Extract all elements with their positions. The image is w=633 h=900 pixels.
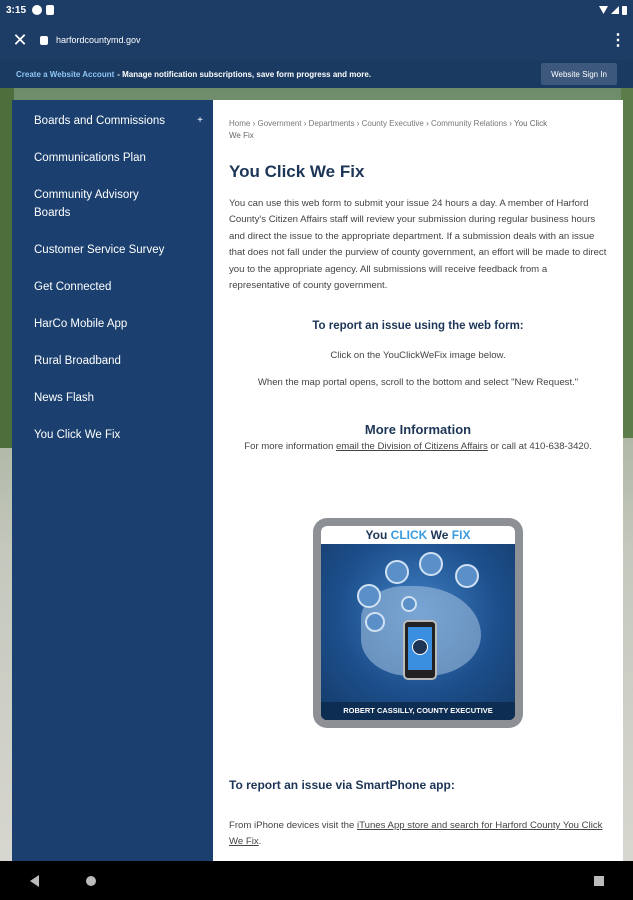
sidebar-item-customer-service-survey[interactable] — [12, 241, 213, 259]
image-caption: ROBERT CASSILLY, COUNTY EXECUTIVE — [321, 702, 515, 720]
image-title — [321, 526, 515, 544]
sidebar-item-label: Customer Service Survey — [34, 244, 165, 256]
worker-icon — [385, 560, 409, 584]
image-title-you: You — [365, 528, 391, 542]
overflow-menu-icon[interactable]: ⋮ — [610, 32, 626, 49]
image-title-fix: FIX — [451, 528, 471, 542]
page-title: You Click We Fix — [229, 162, 365, 181]
status-bar — [0, 0, 633, 20]
sidebar-item-label: HarCo Mobile App — [34, 318, 128, 330]
back-icon[interactable] — [30, 875, 39, 887]
account-description: - Manage notification subscriptions, save form progress and more. — [117, 69, 372, 79]
expand-icon[interactable]: + — [197, 115, 203, 126]
image-graphic — [321, 526, 515, 720]
sidebar-item-label: Get Connected — [34, 281, 112, 293]
sidebar-item-get-connected[interactable] — [12, 278, 213, 296]
smart-prefix: From iPhone devices visit the — [229, 820, 357, 831]
breadcrumb-community-relations[interactable]: Community Relations — [431, 119, 508, 128]
you-click-we-fix-image[interactable] — [313, 518, 523, 728]
signal-icon — [611, 6, 619, 14]
sidebar-item-label: Rural Broadband — [34, 355, 121, 367]
more-info-prefix: For more information — [244, 441, 336, 453]
smartphone-app-heading: To report an issue via SmartPhone app: — [229, 778, 455, 792]
county-seal-icon — [412, 639, 428, 655]
web-form-heading: To report an issue using the web form: — [312, 320, 524, 333]
main-content — [213, 100, 623, 861]
breadcrumb-current: You Click We Fix — [229, 119, 548, 140]
sidebar-item-community-advisory-boards[interactable] — [12, 186, 162, 222]
more-info-suffix: or call at 410-638-3420. — [487, 441, 592, 453]
website-sign-in-button[interactable]: Website Sign In — [541, 63, 617, 85]
sidebar-item-communications-plan[interactable] — [12, 149, 213, 167]
smartphone-app-text — [229, 818, 607, 850]
breadcrumb-government[interactable]: Government — [257, 119, 302, 128]
notification-icon — [32, 5, 42, 15]
sidebar-item-label: You Click We Fix — [34, 429, 121, 441]
click-instruction: Click on the YouClickWeFix image below. — [330, 350, 506, 362]
sidebar-item-rural-broadband[interactable] — [12, 352, 213, 370]
sidebar-item-boards-and-commissions[interactable] — [12, 112, 213, 130]
wifi-icon — [599, 6, 608, 14]
itunes-app-store-link[interactable]: iTunes App store and search for Harford County You Click We Fix — [229, 820, 603, 847]
browser-toolbar — [0, 20, 633, 60]
sidebar-item-label: News Flash — [34, 392, 95, 404]
breadcrumb-departments[interactable]: Departments — [308, 119, 355, 128]
traffic-cone-icon — [455, 564, 479, 588]
sidebar-item-label: Community Advisory Boards — [34, 189, 139, 219]
system-navigation-bar — [0, 861, 633, 900]
breadcrumb-separator: › — [426, 119, 429, 128]
breadcrumb — [229, 118, 559, 142]
sidebar-item-news-flash[interactable] — [12, 389, 213, 407]
more-information-heading: More Information — [364, 422, 472, 438]
sidebar-nav — [12, 100, 213, 861]
smartphone-icon — [403, 620, 437, 680]
battery-icon — [622, 6, 627, 15]
warning-icon — [401, 596, 417, 612]
smart-suffix: . — [258, 836, 262, 847]
streetlight-icon — [357, 584, 381, 608]
status-time: 3:15 — [6, 4, 27, 16]
breadcrumb-separator: › — [356, 119, 360, 128]
image-title-we: We — [427, 528, 452, 542]
lock-icon — [40, 36, 48, 45]
more-information-text — [229, 439, 607, 455]
account-notification-bar — [0, 60, 633, 88]
url-text[interactable]: harfordcountymd.gov — [56, 35, 141, 45]
map-instruction: When the map portal opens, scroll to the bottom and select "New Request." — [257, 377, 579, 389]
breadcrumb-home[interactable]: Home — [229, 119, 251, 128]
road-icon — [419, 552, 443, 576]
close-icon[interactable]: ✕ — [12, 29, 28, 50]
home-icon[interactable] — [86, 876, 96, 886]
sidebar-item-label: Boards and Commissions — [34, 115, 166, 127]
tree-icon — [365, 612, 385, 632]
recent-apps-icon[interactable] — [594, 876, 604, 886]
breadcrumb-separator: › — [509, 119, 512, 128]
image-title-click: CLICK — [390, 528, 428, 542]
storage-icon — [46, 5, 54, 15]
breadcrumb-separator: › — [303, 119, 307, 128]
status-right — [599, 6, 627, 15]
sidebar-item-label: Communications Plan — [34, 152, 146, 164]
email-citizens-affairs-link[interactable]: email the Division of Citizens Affairs — [335, 441, 488, 453]
sidebar-item-you-click-we-fix[interactable] — [12, 426, 213, 444]
breadcrumb-separator: › — [252, 119, 256, 128]
create-account-link[interactable]: Create a Website Account — [16, 69, 115, 79]
sidebar-item-harco-mobile-app[interactable] — [12, 315, 213, 333]
intro-paragraph: You can use this web form to submit your issue 24 hours a day. A member of Harford County's Citizen Affairs staff will review your submission during regular business hours and direct the issue to the appropriate department. If a submission deals with an issue that does not fall under the purview of county government, an effort will be made to direct you to the appropriate agency. All submissions will receive feedback from a representative of county government. — [229, 198, 607, 292]
breadcrumb-county-executive[interactable]: County Executive — [361, 119, 424, 128]
